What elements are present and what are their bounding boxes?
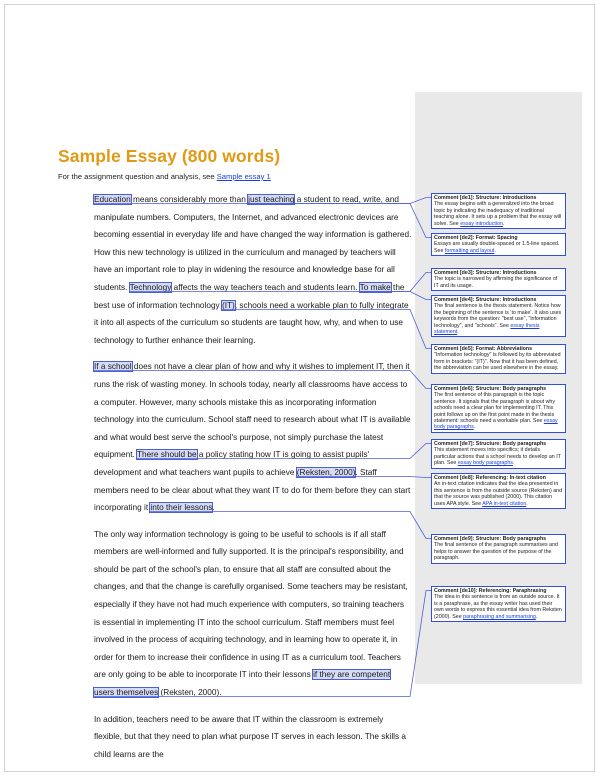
paragraph-text: a policy stating how IT is going to assist pupils' development and what teachers want pupils to achieve	[94, 450, 370, 477]
comment-box[interactable]	[431, 439, 566, 469]
paragraph-text: . Staff members need to be clear about what they want IT to do for them before they can start incorporating it	[94, 467, 411, 513]
comment-link[interactable]: APA in-text citation	[482, 500, 527, 507]
comment-box[interactable]	[431, 295, 566, 337]
highlighted-phrase: (IT)	[221, 300, 235, 310]
comment-box[interactable]	[431, 384, 566, 433]
highlighted-phrase: Education	[94, 195, 131, 204]
comment-text-end: .	[502, 220, 505, 227]
comment-text-end: .	[512, 460, 515, 467]
comment-connector-line	[130, 273, 431, 292]
comment-heading: Comment [de2]: Format: Spacing	[434, 235, 518, 241]
paragraph-text: The only way information technology is going to be useful to schools is if all staff members are well-informed and fully supported. It is the principal's responsibility, and should be part of the school's plan, to ensure that all staff are consulted about the changes, and that the change is carefully organised. Some teachers may be resistant, especially if they have not had much experience with computers, so training teachers is essential in implementing IT into the school curriculum. Staff members must feel involved in the process of acquiring technology, and in learning how to operate it, in order for them to increase their confidence in using IT as a curriculum tool. Teachers are only going to be able to incorporate IT into their lessons	[94, 529, 408, 680]
comment-connector-line	[94, 198, 431, 204]
comment-text: The final sentence of the paragraph summarises and helps to answer the question of the purpose of the paragraph.	[434, 542, 558, 562]
highlighted-phrase: Technology	[129, 282, 172, 292]
comment-text-end: .	[535, 613, 538, 620]
comment-link[interactable]: essay body paragraphs	[434, 418, 558, 431]
comment-box[interactable]	[431, 586, 566, 622]
comment-text-end: .	[494, 247, 496, 254]
comment-text: The essay begins with a generalized into the broad topic by indicating the inadequacy of traditional teaching alone. It sets up a problem that the essay will solve. See	[434, 201, 562, 227]
comment-text: An in-text citation indicates that the idea presented in this sentence is from the outside source (Reksten) and that the source was published (2000). This citation uses APA style. See	[434, 481, 563, 507]
comment-link[interactable]: essay thesis statement	[434, 322, 540, 336]
comment-text: Essays are usually double-spaced or 1.5-line spaced. See	[434, 241, 560, 254]
comment-heading: Comment [de7]: Structure: Body paragraphs	[434, 441, 547, 447]
comment-heading: Comment [de8]: Referencing: In-text citation	[434, 475, 546, 481]
comment-text: The first sentence of this paragraph is the topic sentence. It signals that the paragraph is about why schools need a clear plan for implementing IT. This point follows up on the first point made in the thesis statement: schools need a workable plan. See	[434, 392, 556, 425]
comment-connector-line	[297, 477, 431, 478]
comment-heading: Comment [de1]: Structure: Introductions	[434, 195, 537, 201]
highlighted-phrase: If a school	[94, 362, 132, 372]
highlighted-phrase: if they are competent users themselves	[94, 670, 391, 698]
comment-text: The topic is narrowed by affirming the significance of IT and its usage.	[434, 276, 558, 289]
sample-essay-link[interactable]: Sample essay 1	[216, 172, 271, 181]
comment-text-end: .	[473, 424, 476, 431]
comment-text-end: .	[457, 329, 459, 336]
comment-box[interactable]	[431, 344, 566, 374]
comment-text: The final sentence is the thesis statement. Notice how the beginning of the sentence is ‘to make’. It also uses keywords from the question: "best use", "information technology", and "schools". See	[434, 303, 562, 329]
comment-link[interactable]: essay body paragraphs	[457, 460, 513, 467]
comment-text-end: .	[526, 500, 528, 507]
comment-connector-line	[94, 371, 431, 389]
highlighted-phrase: into their lessons	[150, 503, 213, 513]
subtitle-text: For the assignment question and analysis, see	[58, 172, 217, 181]
paragraph-text: affects the way teachers teach and students learn.	[171, 282, 360, 292]
comment-text: "Information technology" is followed by its abbreviated form in brackets: "(IT)". Now that it has been defined, the abbreviation can be used elsewhere in the essay.	[434, 352, 561, 372]
comment-box[interactable]	[431, 193, 566, 229]
paragraph-text: means considerably more than	[130, 195, 249, 204]
essay-title: Sample Essay (800 words)	[58, 146, 281, 166]
paragraph-text: a student to read, write, and manipulate numbers. Computers, the Internet, and advanced electronic devices are becoming essential in everyday life and have changed the way information is gathered. How this new technology is utilized in the curriculum and managed by teachers will have an important role to play in widening the resource and knowledge base for all students.	[94, 195, 412, 292]
comment-box[interactable]	[431, 233, 566, 256]
paragraph-text: In addition, teachers need to be aware that IT within the classroom is extremely flexible, but that they need to plan what purpose IT serves in each lesson. The skills a child learns are the	[94, 714, 407, 759]
paragraph-text: , schools need a workable plan to fully integrate it into all aspects of the curriculum so students are taught how, why, and when to use technology to further enhance their learning.	[94, 300, 409, 345]
highlighted-phrase: (Reksten, 2000)	[296, 467, 356, 477]
comment-connector-line	[94, 591, 431, 697]
comment-connector-line	[150, 512, 431, 539]
comment-heading: Comment [de4]: Structure: Introductions	[434, 297, 537, 303]
highlighted-phrase: To make	[359, 282, 391, 292]
comment-connector-line	[360, 292, 431, 300]
highlighted-phrase: just teaching	[248, 195, 295, 204]
comment-heading: Comment [de6]: Structure: Body paragraphs	[434, 386, 547, 392]
comment-connector-line	[248, 204, 431, 238]
comment-connector-line	[222, 310, 431, 349]
comment-link[interactable]: essay introduction	[460, 220, 503, 227]
highlighted-phrase: There should be	[136, 450, 197, 460]
comment-text: The idea in this sentence is from an outside source. It is a paraphrase, as the essay writer has used their own words to express this essential idea from Reksten (2000). See	[434, 594, 562, 620]
comment-link[interactable]: formatting and layout	[444, 247, 495, 254]
comment-box[interactable]	[431, 534, 566, 564]
paragraph-text: (Reksten, 2000).	[158, 688, 222, 698]
comment-connector-line	[137, 444, 431, 459]
paragraph-text: .	[212, 503, 215, 513]
comment-heading: Comment [de3]: Structure: Introductions	[434, 270, 537, 276]
comment-heading: Comment [de9]: Structure: Body paragraphs	[434, 536, 547, 542]
comment-text: This statement moves into specifics; it details particular actions that a school needs to develop an IT plan. See	[434, 447, 561, 467]
comment-box[interactable]	[431, 473, 566, 509]
comment-heading: Comment [de10]: Referencing: Paraphrasing	[434, 588, 547, 594]
comment-box[interactable]	[431, 268, 566, 291]
comment-heading: Comment [de5]: Format: Abbreviations	[434, 346, 533, 352]
paragraph-text: the best use of information technology	[94, 282, 405, 310]
paragraph-text: does not have a clear plan of how and why it wishes to implement IT, then it runs the risk of wasting money. In schools today, nearly all classrooms have access to a computer. However, many schools mistake this as incorporating information technology into the curriculum. School staff need to research about what IT is available and what would best serve the school's purpose, not simply purchase the latest equipment.	[94, 362, 411, 460]
comment-link[interactable]: paraphrasing and summarising	[463, 613, 536, 620]
